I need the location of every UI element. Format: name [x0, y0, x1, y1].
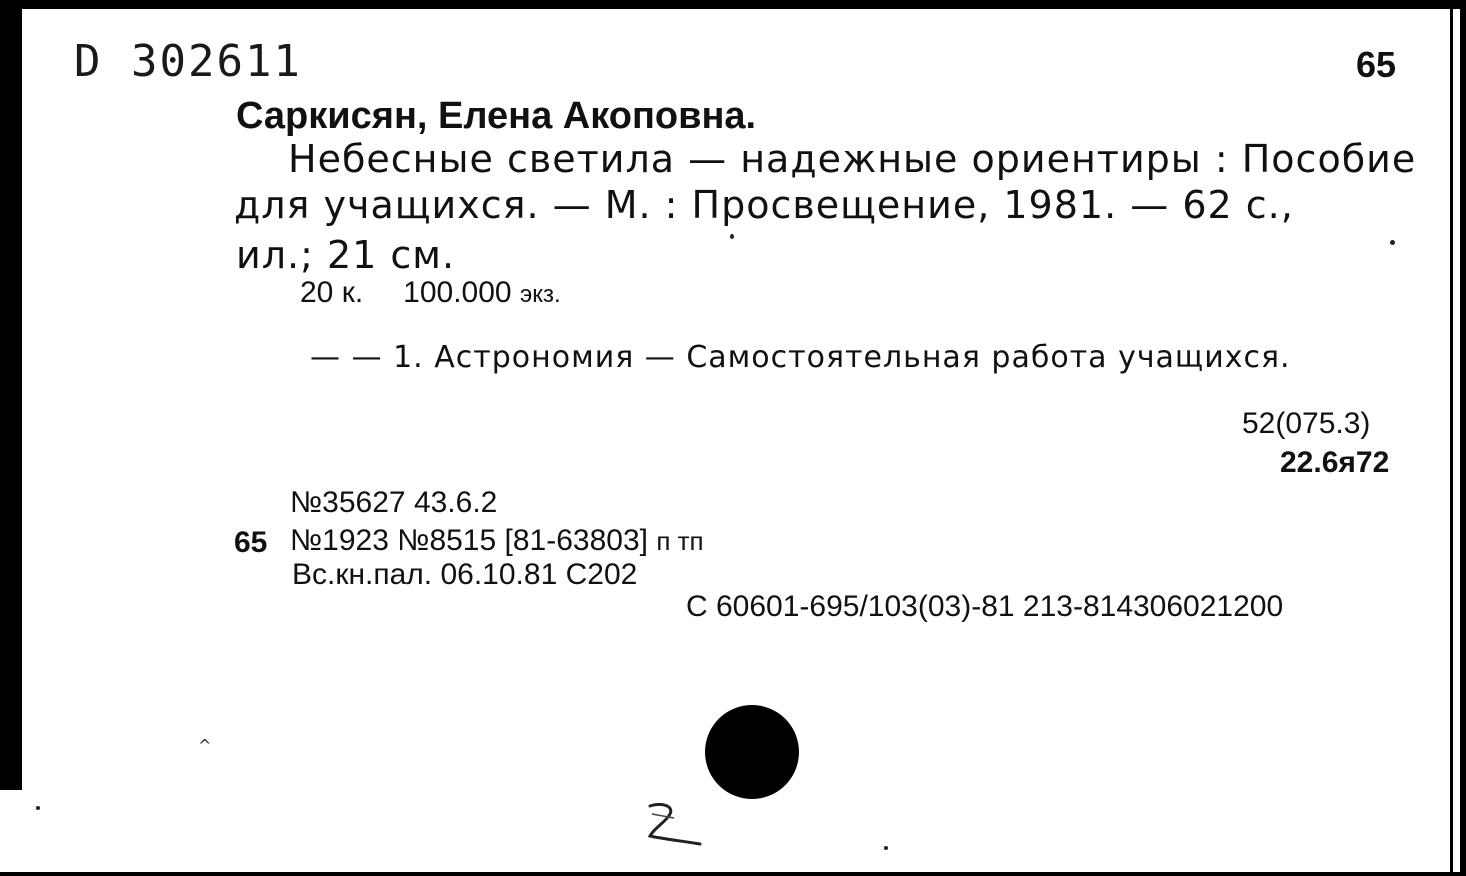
price-and-print-run — [300, 276, 561, 310]
print-run: 100.000 — [403, 276, 512, 309]
registry-card-number: 65 — [234, 526, 268, 559]
print-run-unit: экз. — [519, 281, 561, 308]
registry-line-2 — [290, 524, 704, 558]
author-heading: Саркисян, Елена Акоповна. — [236, 95, 757, 137]
price: 20 к. — [300, 276, 364, 309]
scan-speck — [36, 806, 40, 810]
registry-line-2-tail: п тп — [656, 526, 704, 556]
card-edge-right-inner — [1450, 0, 1453, 876]
description-line-1: Небесные светила — надежные ориентиры : Пособие — [288, 137, 1417, 181]
registry-line-3: Вс.кн.пал. 06.10.81 С202 — [292, 558, 638, 591]
pencil-caret-mark: ^ — [198, 736, 212, 755]
card-edge-notch — [0, 790, 28, 876]
call-number: D 302611 — [74, 36, 302, 87]
card-number: 65 — [1356, 44, 1397, 85]
card-edge-right — [1460, 0, 1466, 876]
card-edge-top — [0, 0, 1466, 9]
registry-line-4: С 60601-695/103(03)-81 213-814306021200 — [686, 590, 1284, 623]
card-edge-left — [0, 0, 22, 876]
scan-speck — [730, 234, 734, 239]
punch-hole — [705, 705, 799, 799]
registry-line-2-main: №1923 №8515 [81-63803] — [290, 524, 648, 557]
registry-line-1: №35627 43.6.2 — [290, 486, 498, 519]
bbk-code: 22.6я72 — [1280, 446, 1390, 479]
handwritten-mark-icon — [644, 800, 704, 848]
scan-speck — [884, 846, 888, 850]
description-line-3: ил.; 21 см. — [236, 233, 456, 277]
udc-code: 52(075.3) — [1242, 407, 1371, 440]
scan-speck — [1390, 240, 1395, 245]
description-line-2: для учащихся. — М. : Просвещение, 1981. — 62 с., — [234, 183, 1294, 227]
subject-heading: — — 1. Астрономия — Самостоятельная работа учащихся. — [310, 340, 1291, 375]
card-edge-bottom — [0, 872, 1466, 876]
